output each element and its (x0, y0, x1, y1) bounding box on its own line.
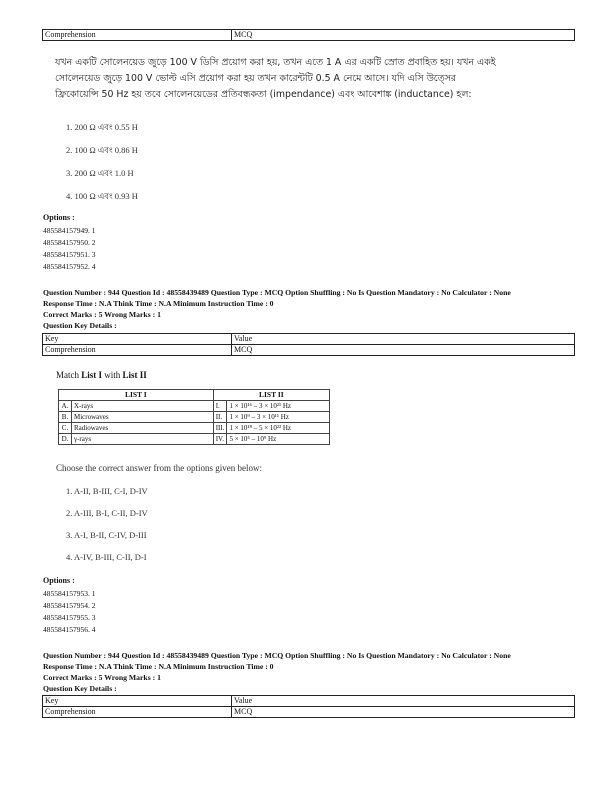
question-2-option-ids (43, 588, 96, 636)
question-meta-2 (43, 650, 583, 694)
question-2-option-3: 3. A-I, B-II, C-IV, D-III (66, 530, 147, 540)
table-header-row (43, 696, 575, 707)
list-2-item: 5 × 10⁵ – 10⁹ Hz (227, 434, 330, 445)
table-row (59, 401, 330, 412)
list-1-item: X-rays (72, 401, 214, 412)
list-1-letter: B. (59, 412, 72, 423)
question-2-option-1: 1. A-II, B-III, C-I, D-IV (66, 486, 148, 496)
option-id: 485584157954. 2 (43, 601, 96, 610)
option-id: 485584157949. 1 (43, 226, 96, 235)
list-2-numeral: III. (213, 423, 227, 434)
title-list2: List II (122, 370, 147, 380)
table-cell-key: Comprehension (43, 30, 232, 41)
list-1-letter: A. (59, 401, 72, 412)
list-1-header: LIST I (59, 390, 214, 401)
question-2-option-2: 2. A-III, B-I, C-II, D-IV (66, 508, 148, 518)
option-id: 485584157955. 3 (43, 613, 96, 622)
list-1-letter: D. (59, 434, 72, 445)
meta-line: Question Number : 944 Question Id : 48558439489 Question Type : MCQ Option Shuffling : No Is Question Mandatory : No Calculator : None (43, 651, 511, 660)
list-2-numeral: IV. (213, 434, 227, 445)
table-row (59, 423, 330, 434)
table-cell-value: MCQ (232, 30, 575, 41)
question-1-option-1: 1. 200 Ω এবং 0.55 H (66, 122, 138, 132)
list-2-header: LIST II (213, 390, 329, 401)
table-cell-value: MCQ (232, 707, 575, 718)
match-list-table (58, 389, 330, 445)
top-key-table (42, 29, 575, 41)
question-1-option-3: 3. 200 Ω এবং 1.0 H (66, 168, 134, 178)
table-row (43, 345, 575, 356)
title-prefix: Match (56, 370, 82, 380)
option-id: 485584157953. 1 (43, 589, 96, 598)
meta-line: Response Time : N.A Think Time : N.A Minimum Instruction Time : 0 (43, 299, 274, 308)
table-header-key: Key (43, 334, 232, 345)
table-header-value: Value (232, 334, 575, 345)
list-1-letter: C. (59, 423, 72, 434)
option-id: 485584157956. 4 (43, 625, 96, 634)
list-2-item: 1 × 10⁹ – 3 × 10¹¹ Hz (227, 412, 330, 423)
list-1-item: γ-rays (72, 434, 214, 445)
question-1-option-2: 2. 100 Ω এবং 0.86 H (66, 145, 138, 155)
question-2-options-label: Options : (43, 576, 75, 585)
table-cell-value: MCQ (232, 345, 575, 356)
question-meta-1 (43, 287, 583, 331)
question-2-title (56, 370, 147, 380)
option-id: 485584157951. 3 (43, 250, 96, 259)
key-details-table-2 (42, 695, 575, 718)
list-1-item: Radiowaves (72, 423, 214, 434)
table-cell-key: Comprehension (43, 707, 232, 718)
key-details-table-1 (42, 333, 575, 356)
list-2-numeral: II. (213, 412, 227, 423)
meta-line: Question Key Details : (43, 684, 117, 693)
question-2-instruction: Choose the correct answer from the options given below: (56, 463, 262, 473)
question-1-text: যখন একটি সোলেনয়েড জুড়ে 100 V ডিসি প্রয়োগ করা হয়, তখন এতে 1 A এর একটি স্রোত প্রবাহিত হয়। যখন একই সোলেনয়েড জুড়ে 100 V ভোল্ট এসি প্রয়োগ করা হয় তখন কারেন্টটি 0.5 A নেমে আসে। যদি এসি উত্সের ফ্রিকোয়েন্সি 50 Hz হয় তবে সোলেনয়েডের প্রতিবন্ধকতা (impendance) এবং আবেশাঙ্ক (inductance) হল: (55, 57, 496, 100)
question-1-option-4: 4. 100 Ω এবং 0.93 H (66, 191, 138, 201)
option-id: 485584157952. 4 (43, 262, 96, 271)
table-row (43, 707, 575, 718)
meta-line: Response Time : N.A Think Time : N.A Minimum Instruction Time : 0 (43, 662, 274, 671)
meta-line: Question Key Details : (43, 321, 117, 330)
table-header-row (59, 390, 330, 401)
table-row (59, 412, 330, 423)
table-row (59, 434, 330, 445)
table-header-row (43, 334, 575, 345)
table-cell-key: Comprehension (43, 345, 232, 356)
option-id: 485584157950. 2 (43, 238, 96, 247)
meta-line: Correct Marks : 5 Wrong Marks : 1 (43, 673, 161, 682)
title-mid: with (102, 370, 123, 380)
list-2-numeral: I. (213, 401, 227, 412)
question-1-option-ids (43, 225, 96, 273)
meta-line: Question Number : 944 Question Id : 48558439489 Question Type : MCQ Option Shuffling : No Is Question Mandatory : No Calculator : None (43, 288, 511, 297)
question-2-option-4: 4. A-IV, B-III, C-II, D-I (66, 552, 147, 562)
list-2-item: 1 × 10¹⁸ – 5 × 10²² Hz (227, 423, 330, 434)
table-header-value: Value (232, 696, 575, 707)
question-1-options-label: Options : (43, 213, 75, 222)
list-1-item: Microwaves (72, 412, 214, 423)
table-row (43, 30, 575, 41)
table-header-key: Key (43, 696, 232, 707)
meta-line: Correct Marks : 5 Wrong Marks : 1 (43, 310, 161, 319)
title-list1: List I (81, 370, 103, 380)
list-2-item: 1 × 10¹⁶ – 3 × 10²¹ Hz (227, 401, 330, 412)
